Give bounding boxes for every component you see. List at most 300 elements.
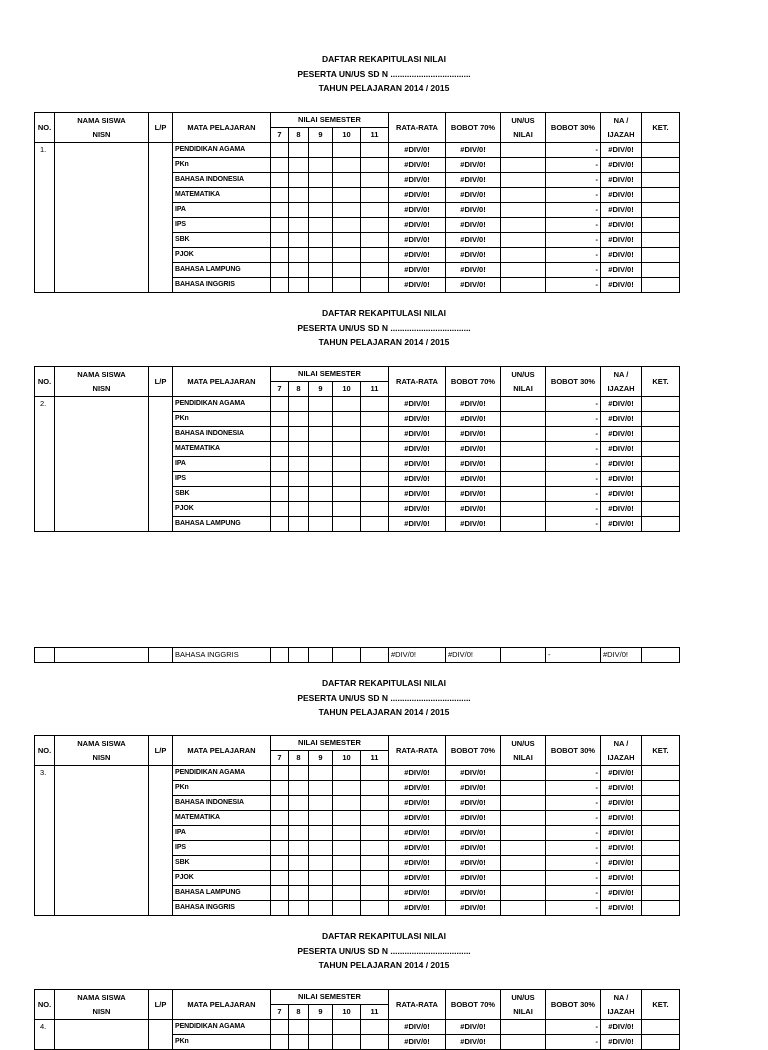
ket-cell	[642, 487, 680, 502]
semester-score-cell	[289, 1020, 309, 1035]
semester-score-cell	[309, 143, 333, 158]
col-na-header	[601, 990, 642, 1020]
semester-score-cell	[333, 472, 361, 487]
unus-nilai-cell	[501, 233, 546, 248]
semester-score-cell	[361, 143, 389, 158]
subject-name: PKn	[173, 412, 271, 427]
student-name-cell	[55, 1020, 149, 1050]
semester-score-cell	[271, 412, 289, 427]
student-lp-cell	[149, 1020, 173, 1050]
col-bobot70-header: BOBOT 70%	[446, 990, 501, 1020]
semester-score-cell	[309, 856, 333, 871]
na-ijazah-cell: #DIV/0!	[601, 263, 642, 278]
bobot30-cell: -	[546, 871, 601, 886]
unus-nilai-cell	[501, 826, 546, 841]
bobot70-cell: #DIV/0!	[446, 442, 501, 457]
ket-cell	[642, 781, 680, 796]
rata-rata-cell: #DIV/0!	[389, 502, 446, 517]
semester-score-cell	[271, 856, 289, 871]
col-no-header: NO.	[35, 990, 55, 1020]
semester-score-cell	[289, 173, 309, 188]
student-name-cell	[55, 766, 149, 916]
col-ket-header: KET.	[642, 113, 680, 143]
semester-score-cell	[361, 188, 389, 203]
semester-score-cell	[289, 856, 309, 871]
semester-score-cell	[333, 517, 361, 532]
semester-score-cell	[333, 871, 361, 886]
unus-nilai-cell	[501, 811, 546, 826]
subject-name: IPS	[173, 841, 271, 856]
semester-score-cell	[289, 158, 309, 173]
col-lp-header: L/P	[149, 736, 173, 766]
bobot70-cell: #DIV/0!	[446, 826, 501, 841]
nilai-label: NILAI	[513, 752, 533, 762]
unus-nilai-cell	[501, 412, 546, 427]
unus-label: UN/US	[511, 369, 535, 379]
na-ijazah-cell: #DIV/0!	[601, 886, 642, 901]
semester-score-cell	[309, 218, 333, 233]
semester-score-cell	[271, 871, 289, 886]
semester-8-header: 8	[289, 128, 309, 143]
subject-name: PJOK	[173, 871, 271, 886]
unus-nilai-cell	[501, 487, 546, 502]
semester-score-cell	[271, 278, 289, 293]
bobot30-cell: -	[546, 263, 601, 278]
rata-rata-cell: #DIV/0!	[389, 278, 446, 293]
unus-nilai-cell	[501, 158, 546, 173]
subject-name: PKn	[173, 1035, 271, 1050]
bobot30-cell: -	[546, 412, 601, 427]
subject-name: MATEMATIKA	[173, 188, 271, 203]
col-nama-siswa-header	[55, 113, 149, 143]
semester-score-cell	[271, 487, 289, 502]
semester-score-cell	[333, 457, 361, 472]
semester-score-cell	[333, 841, 361, 856]
bobot30-cell: -	[546, 1020, 601, 1035]
bobot30-cell: -	[546, 397, 601, 412]
semester-score-cell	[361, 856, 389, 871]
grade-table-2	[34, 366, 680, 532]
col-na-header	[601, 736, 642, 766]
unus-nilai-cell	[501, 472, 546, 487]
semester-score-cell	[271, 1035, 289, 1050]
semester-score-cell	[309, 487, 333, 502]
subject-row	[35, 143, 680, 158]
subject-name: MATEMATIKA	[173, 811, 271, 826]
semester-score-cell	[289, 502, 309, 517]
report-title-1	[0, 52, 768, 96]
semester-score-cell	[309, 841, 333, 856]
rata-rata-cell: #DIV/0!	[389, 487, 446, 502]
semester-score-cell	[271, 502, 289, 517]
semester-score-cell	[271, 826, 289, 841]
bobot70-cell: #DIV/0!	[446, 886, 501, 901]
semester-score-cell	[271, 1020, 289, 1035]
col-bobot70-header: BOBOT 70%	[446, 736, 501, 766]
rata-rata-cell: #DIV/0!	[389, 826, 446, 841]
na-ijazah-cell: #DIV/0!	[601, 871, 642, 886]
nisn-label: NISN	[92, 752, 111, 762]
bobot70-cell: #DIV/0!	[446, 517, 501, 532]
ket-cell	[642, 143, 680, 158]
semester-score-cell	[289, 648, 309, 663]
semester-score-cell	[271, 397, 289, 412]
title-line-3: TAHUN PELAJARAN 2014 / 2015	[318, 960, 450, 970]
student-number-cell	[35, 648, 55, 663]
student-lp-cell	[149, 766, 173, 916]
rata-rata-cell: #DIV/0!	[389, 811, 446, 826]
unus-nilai-cell	[501, 427, 546, 442]
grade-table-4	[34, 989, 680, 1050]
grade-table-3	[34, 735, 680, 916]
semester-score-cell	[333, 811, 361, 826]
semester-score-cell	[333, 233, 361, 248]
bobot30-cell: -	[546, 796, 601, 811]
na-ijazah-cell: #DIV/0!	[601, 841, 642, 856]
bobot70-cell: #DIV/0!	[446, 856, 501, 871]
bobot70-cell: #DIV/0!	[446, 248, 501, 263]
bobot70-cell: #DIV/0!	[446, 263, 501, 278]
semester-score-cell	[271, 143, 289, 158]
unus-nilai-cell	[501, 397, 546, 412]
ijazah-label: IJAZAH	[607, 1006, 635, 1016]
unus-nilai-cell	[501, 173, 546, 188]
unus-nilai-cell	[501, 502, 546, 517]
bobot70-cell: #DIV/0!	[446, 173, 501, 188]
nama-siswa-label: NAMA SISWA	[77, 115, 126, 125]
col-bobot30-header: BOBOT 30%	[546, 990, 601, 1020]
semester-score-cell	[309, 158, 333, 173]
ket-cell	[642, 811, 680, 826]
unus-nilai-cell	[501, 1020, 546, 1035]
ket-cell	[642, 248, 680, 263]
bobot70-cell: #DIV/0!	[446, 203, 501, 218]
subject-name: PENDIDIKAN AGAMA	[173, 143, 271, 158]
semester-score-cell	[309, 427, 333, 442]
semester-score-cell	[289, 766, 309, 781]
col-rata-header: RATA-RATA	[389, 367, 446, 397]
na-label: NA /	[613, 738, 629, 748]
subject-name: PKn	[173, 781, 271, 796]
ijazah-label: IJAZAH	[607, 752, 635, 762]
unus-label: UN/US	[511, 115, 535, 125]
semester-score-cell	[333, 427, 361, 442]
semester-score-cell	[333, 203, 361, 218]
semester-10-header: 10	[333, 128, 361, 143]
subject-name: BAHASA INGGRIS	[173, 648, 271, 663]
subject-name: PENDIDIKAN AGAMA	[173, 397, 271, 412]
semester-9-header: 9	[309, 1005, 333, 1020]
bobot30-cell: -	[546, 766, 601, 781]
subject-name: IPA	[173, 203, 271, 218]
semester-7-header: 7	[271, 128, 289, 143]
semester-score-cell	[309, 901, 333, 916]
semester-8-header: 8	[289, 1005, 309, 1020]
title-line-1: DAFTAR REKAPITULASI NILAI	[321, 931, 447, 941]
nilai-label: NILAI	[513, 129, 533, 139]
semester-11-header: 11	[361, 128, 389, 143]
semester-10-header: 10	[333, 382, 361, 397]
bobot30-cell: -	[546, 233, 601, 248]
unus-nilai-cell	[501, 218, 546, 233]
na-label: NA /	[613, 369, 629, 379]
semester-score-cell	[333, 248, 361, 263]
bobot70-cell: #DIV/0!	[446, 233, 501, 248]
subject-name: BAHASA LAMPUNG	[173, 263, 271, 278]
subject-name: IPS	[173, 218, 271, 233]
ket-cell	[642, 517, 680, 532]
student-lp-cell	[149, 648, 173, 663]
semester-score-cell	[309, 502, 333, 517]
subject-name: BAHASA INDONESIA	[173, 427, 271, 442]
bobot70-cell: #DIV/0!	[446, 1035, 501, 1050]
na-ijazah-cell: #DIV/0!	[601, 218, 642, 233]
title-line-2: PESERTA UN/US SD N ..................................	[297, 68, 471, 79]
semester-score-cell	[271, 218, 289, 233]
semester-score-cell	[333, 502, 361, 517]
rata-rata-cell: #DIV/0!	[389, 796, 446, 811]
subject-name: PJOK	[173, 502, 271, 517]
na-ijazah-cell: #DIV/0!	[601, 457, 642, 472]
unus-nilai-cell	[501, 781, 546, 796]
subject-name: PJOK	[173, 248, 271, 263]
col-no-header: NO.	[35, 367, 55, 397]
ket-cell	[642, 203, 680, 218]
ket-cell	[642, 796, 680, 811]
semester-score-cell	[361, 901, 389, 916]
subject-name: BAHASA LAMPUNG	[173, 517, 271, 532]
semester-11-header: 11	[361, 1005, 389, 1020]
semester-8-header: 8	[289, 382, 309, 397]
semester-score-cell	[289, 442, 309, 457]
ijazah-label: IJAZAH	[607, 129, 635, 139]
semester-score-cell	[289, 886, 309, 901]
unus-nilai-cell	[501, 648, 546, 663]
semester-score-cell	[309, 648, 333, 663]
bobot30-cell: -	[546, 502, 601, 517]
nisn-label: NISN	[92, 1006, 111, 1016]
semester-score-cell	[309, 203, 333, 218]
bobot70-cell: #DIV/0!	[446, 1020, 501, 1035]
rata-rata-cell: #DIV/0!	[389, 856, 446, 871]
semester-score-cell	[271, 811, 289, 826]
bobot30-cell: -	[546, 158, 601, 173]
col-mapel-header: MATA PELAJARAN	[173, 990, 271, 1020]
ket-cell	[642, 218, 680, 233]
subject-name: PENDIDIKAN AGAMA	[173, 766, 271, 781]
semester-score-cell	[333, 487, 361, 502]
ket-cell	[642, 871, 680, 886]
semester-score-cell	[309, 457, 333, 472]
ket-cell	[642, 412, 680, 427]
rata-rata-cell: #DIV/0!	[389, 143, 446, 158]
semester-score-cell	[309, 233, 333, 248]
student-lp-cell	[149, 143, 173, 293]
bobot30-cell: -	[546, 648, 601, 663]
semester-score-cell	[309, 766, 333, 781]
rata-rata-cell: #DIV/0!	[389, 188, 446, 203]
bobot30-cell: -	[546, 826, 601, 841]
bobot30-cell: -	[546, 517, 601, 532]
col-unus-header	[501, 990, 546, 1020]
semester-score-cell	[333, 826, 361, 841]
rata-rata-cell: #DIV/0!	[389, 457, 446, 472]
rata-rata-cell: #DIV/0!	[389, 218, 446, 233]
title-line-1: DAFTAR REKAPITULASI NILAI	[321, 308, 447, 318]
ket-cell	[642, 188, 680, 203]
unus-nilai-cell	[501, 841, 546, 856]
semester-score-cell	[333, 1035, 361, 1050]
semester-score-cell	[289, 811, 309, 826]
unus-label: UN/US	[511, 992, 535, 1002]
grade-table-2-continuation	[34, 647, 680, 663]
ket-cell	[642, 826, 680, 841]
semester-score-cell	[289, 871, 309, 886]
semester-score-cell	[361, 1035, 389, 1050]
semester-score-cell	[333, 218, 361, 233]
col-nama-siswa-header	[55, 367, 149, 397]
subject-row	[35, 648, 680, 663]
semester-score-cell	[361, 412, 389, 427]
semester-score-cell	[361, 766, 389, 781]
unus-nilai-cell	[501, 517, 546, 532]
rata-rata-cell: #DIV/0!	[389, 781, 446, 796]
col-unus-header	[501, 736, 546, 766]
unus-nilai-cell	[501, 1035, 546, 1050]
semester-score-cell	[361, 841, 389, 856]
title-line-3: TAHUN PELAJARAN 2014 / 2015	[318, 83, 450, 93]
col-no-header: NO.	[35, 736, 55, 766]
semester-score-cell	[309, 811, 333, 826]
semester-score-cell	[361, 248, 389, 263]
bobot70-cell: #DIV/0!	[446, 766, 501, 781]
semester-score-cell	[289, 233, 309, 248]
col-rata-header: RATA-RATA	[389, 736, 446, 766]
semester-score-cell	[309, 278, 333, 293]
semester-score-cell	[333, 781, 361, 796]
ket-cell	[642, 856, 680, 871]
ket-cell	[642, 1035, 680, 1050]
rata-rata-cell: #DIV/0!	[389, 233, 446, 248]
ijazah-label: IJAZAH	[607, 383, 635, 393]
ket-cell	[642, 397, 680, 412]
semester-score-cell	[289, 218, 309, 233]
semester-score-cell	[333, 397, 361, 412]
rata-rata-cell: #DIV/0!	[389, 442, 446, 457]
na-ijazah-cell: #DIV/0!	[601, 796, 642, 811]
bobot30-cell: -	[546, 457, 601, 472]
col-bobot70-header: BOBOT 70%	[446, 113, 501, 143]
semester-score-cell	[333, 442, 361, 457]
subject-name: IPS	[173, 472, 271, 487]
title-line-3: TAHUN PELAJARAN 2014 / 2015	[318, 337, 450, 347]
col-lp-header: L/P	[149, 367, 173, 397]
semester-score-cell	[289, 457, 309, 472]
na-ijazah-cell: #DIV/0!	[601, 502, 642, 517]
semester-score-cell	[271, 796, 289, 811]
semester-score-cell	[271, 648, 289, 663]
bobot70-cell: #DIV/0!	[446, 796, 501, 811]
bobot30-cell: -	[546, 472, 601, 487]
semester-score-cell	[309, 826, 333, 841]
col-ket-header: KET.	[642, 990, 680, 1020]
semester-score-cell	[271, 517, 289, 532]
bobot30-cell: -	[546, 811, 601, 826]
unus-nilai-cell	[501, 901, 546, 916]
semester-score-cell	[289, 263, 309, 278]
bobot70-cell: #DIV/0!	[446, 143, 501, 158]
semester-score-cell	[333, 766, 361, 781]
semester-score-cell	[333, 796, 361, 811]
semester-score-cell	[289, 796, 309, 811]
subject-name: BAHASA INDONESIA	[173, 796, 271, 811]
bobot30-cell: -	[546, 278, 601, 293]
rata-rata-cell: #DIV/0!	[389, 871, 446, 886]
semester-score-cell	[309, 188, 333, 203]
title-line-2: PESERTA UN/US SD N ..................................	[297, 945, 471, 956]
ket-cell	[642, 427, 680, 442]
semester-9-header: 9	[309, 751, 333, 766]
semester-7-header: 7	[271, 382, 289, 397]
col-bobot30-header: BOBOT 30%	[546, 367, 601, 397]
semester-score-cell	[271, 248, 289, 263]
col-nama-siswa-header	[55, 736, 149, 766]
semester-7-header: 7	[271, 751, 289, 766]
semester-7-header: 7	[271, 1005, 289, 1020]
semester-score-cell	[309, 248, 333, 263]
na-ijazah-cell: #DIV/0!	[601, 487, 642, 502]
report-title-3	[0, 676, 768, 720]
col-bobot70-header: BOBOT 70%	[446, 367, 501, 397]
col-unus-header	[501, 113, 546, 143]
col-unus-header	[501, 367, 546, 397]
student-number: 2.	[35, 397, 55, 532]
student-name-cell	[55, 397, 149, 532]
student-name-cell	[55, 648, 149, 663]
student-number: 4.	[35, 1020, 55, 1050]
semester-score-cell	[333, 263, 361, 278]
unus-nilai-cell	[501, 143, 546, 158]
na-ijazah-cell: #DIV/0!	[601, 248, 642, 263]
subject-name: BAHASA LAMPUNG	[173, 886, 271, 901]
semester-score-cell	[289, 472, 309, 487]
semester-score-cell	[271, 233, 289, 248]
student-number: 3.	[35, 766, 55, 916]
semester-score-cell	[333, 648, 361, 663]
semester-score-cell	[361, 397, 389, 412]
na-ijazah-cell: #DIV/0!	[601, 442, 642, 457]
col-nilai-semester-header: NILAI SEMESTER	[271, 113, 389, 128]
semester-score-cell	[271, 766, 289, 781]
bobot70-cell: #DIV/0!	[446, 781, 501, 796]
col-na-header	[601, 113, 642, 143]
unus-nilai-cell	[501, 766, 546, 781]
semester-score-cell	[309, 263, 333, 278]
na-ijazah-cell: #DIV/0!	[601, 1020, 642, 1035]
bobot70-cell: #DIV/0!	[446, 457, 501, 472]
na-ijazah-cell: #DIV/0!	[601, 143, 642, 158]
nama-siswa-label: NAMA SISWA	[77, 369, 126, 379]
semester-score-cell	[289, 487, 309, 502]
subject-row	[35, 766, 680, 781]
col-rata-header: RATA-RATA	[389, 990, 446, 1020]
unus-nilai-cell	[501, 856, 546, 871]
semester-score-cell	[309, 886, 333, 901]
ket-cell	[642, 648, 680, 663]
unus-nilai-cell	[501, 263, 546, 278]
col-ket-header: KET.	[642, 736, 680, 766]
title-line-1: DAFTAR REKAPITULASI NILAI	[321, 54, 447, 64]
